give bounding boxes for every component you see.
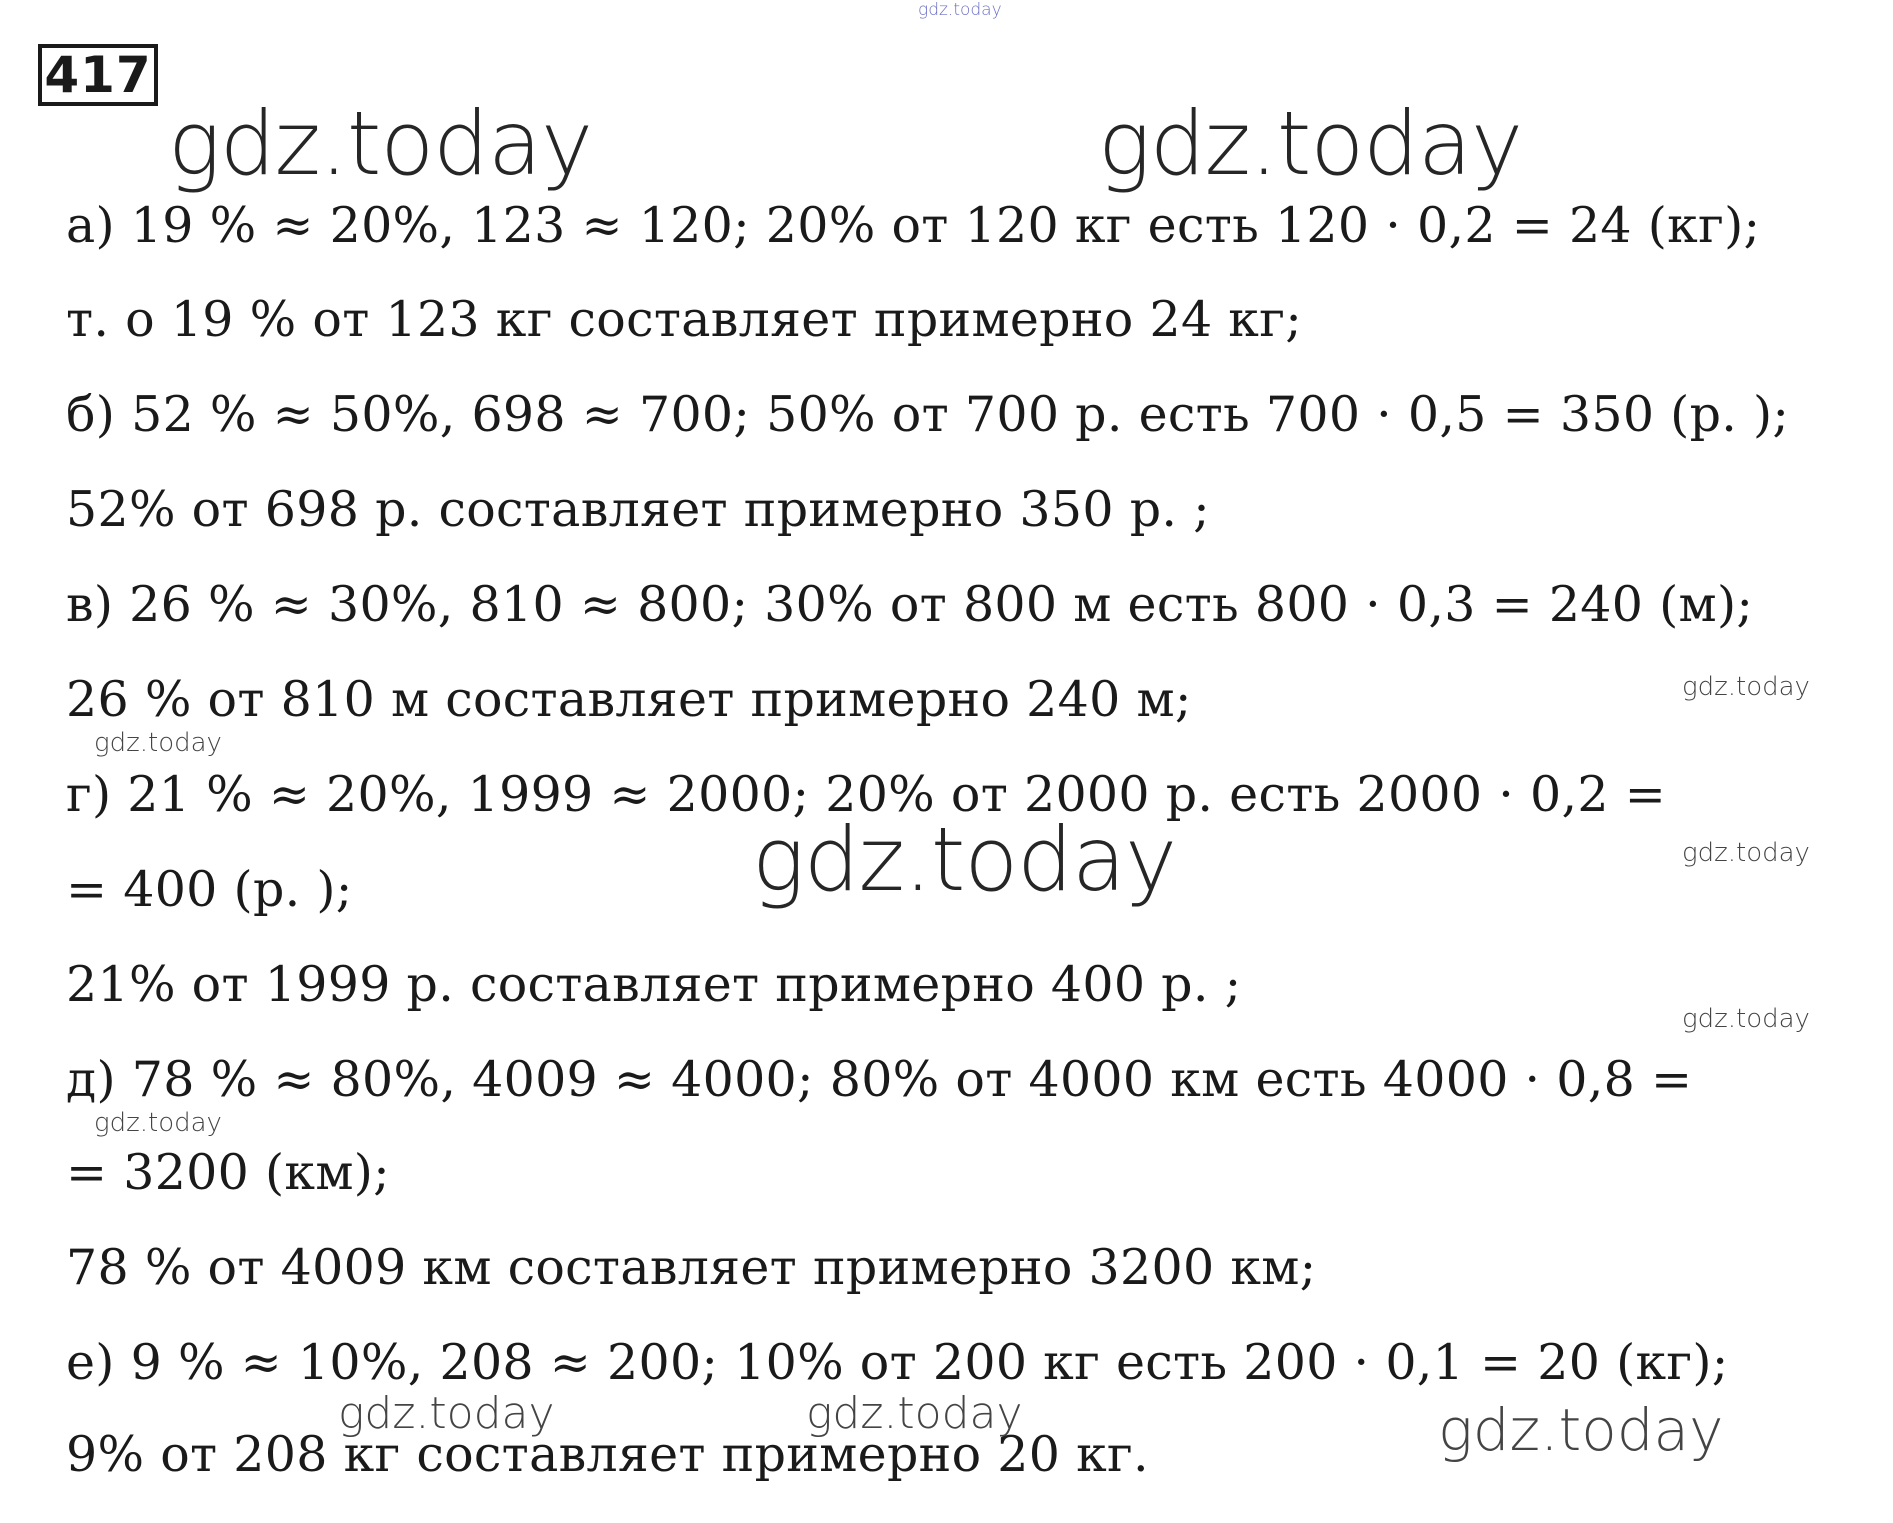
solution-line-v2: 26 % от 810 м составляет примерно 240 м; — [66, 671, 1192, 728]
solution-line-g3: 21% от 1999 р. составляет примерно 400 р. ; — [66, 956, 1242, 1013]
watermark-large-center: gdz.today — [752, 808, 1177, 911]
solution-line-v1: в) 26 % ≈ 30%, 810 ≈ 800; 30% от 800 м есть 800 · 0,3 = 240 (м); — [66, 576, 1754, 633]
solution-line-a2: т. о 19 % от 123 кг составляет примерно 24 кг; — [66, 291, 1303, 348]
solution-line-a1: а) 19 % ≈ 20%, 123 ≈ 120; 20% от 120 кг есть 120 · 0,2 = 24 (кг); — [66, 197, 1761, 254]
watermark-small-right-2: gdz.today — [1682, 838, 1810, 868]
problem-number: 417 — [38, 44, 158, 106]
solution-line-e2: 9% от 208 кг составляет примерно 20 кг. — [66, 1426, 1149, 1483]
solution-line-b1: б) 52 % ≈ 50%, 698 ≈ 700; 50% от 700 р. есть 700 · 0,5 = 350 (р. ); — [66, 386, 1790, 443]
watermark-large-right: gdz.today — [1098, 92, 1523, 195]
watermark-small-right-1: gdz.today — [1682, 672, 1810, 702]
watermark-small-right-3: gdz.today — [1682, 1004, 1810, 1034]
solution-line-d2: = 3200 (км); — [66, 1144, 390, 1201]
watermark-large-left: gdz.today — [168, 92, 593, 195]
solution-line-g2: = 400 (р. ); — [66, 861, 353, 918]
solution-line-b2: 52% от 698 р. составляет примерно 350 р. ; — [66, 481, 1210, 538]
watermark-small-left-2: gdz.today — [94, 1108, 222, 1138]
solution-line-d1: д) 78 % ≈ 80%, 4009 ≈ 4000; 80% от 4000 км есть 4000 · 0,8 = — [66, 1051, 1693, 1108]
watermark-mid-left: gdz.today — [338, 1388, 555, 1439]
solution-line-g1: г) 21 % ≈ 20%, 1999 ≈ 2000; 20% от 2000 р. есть 2000 · 0,2 = — [66, 766, 1667, 823]
solution-line-e1: е) 9 % ≈ 10%, 208 ≈ 200; 10% от 200 кг есть 200 · 0,1 = 20 (кг); — [66, 1334, 1729, 1391]
watermark-small-left-1: gdz.today — [94, 728, 222, 758]
watermark-mid-center: gdz.today — [806, 1388, 1023, 1439]
watermark-top: gdz.today — [918, 0, 1002, 20]
solution-line-d3: 78 % от 4009 км составляет примерно 3200 км; — [66, 1239, 1317, 1296]
watermark-mid-right: gdz.today — [1438, 1396, 1724, 1464]
